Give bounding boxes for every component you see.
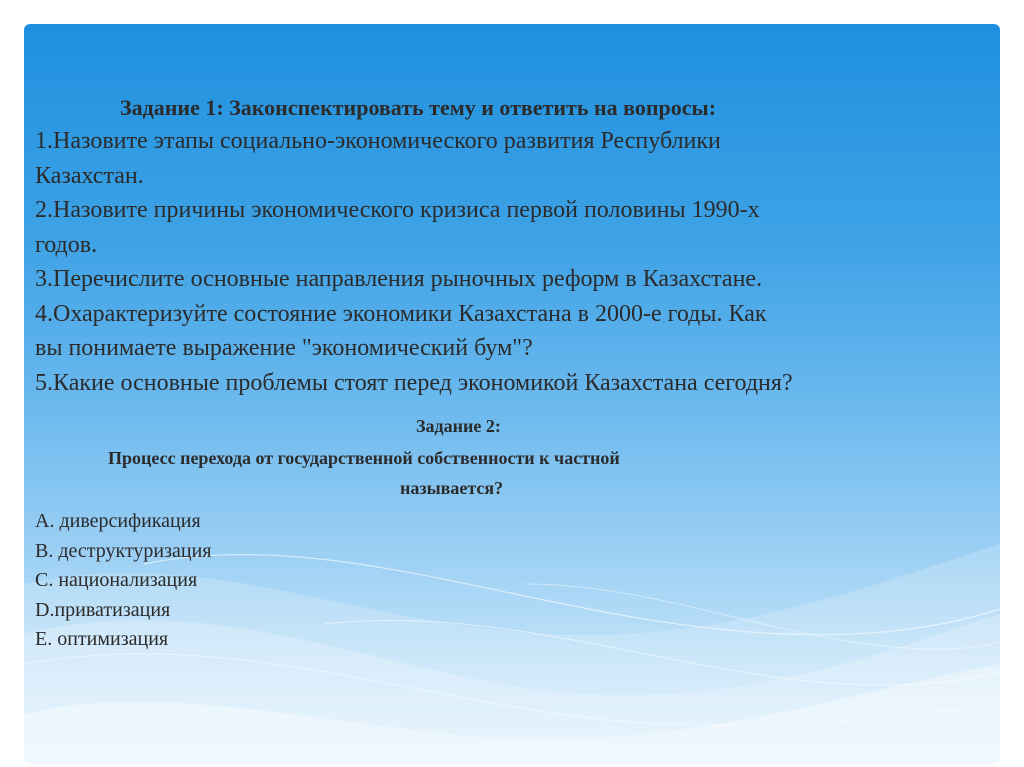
task1-question-line: 1.Назовите этапы социально-экономического развития Республики — [35, 128, 721, 154]
option-b: B. деструктуризация — [35, 539, 212, 562]
task2-title: Задание 2: — [416, 416, 501, 436]
option-c: C. национализация — [35, 569, 198, 591]
task1-question-line: 4.Охарактеризуйте состояние экономики Казахстана в 2000-е годы. Как — [35, 300, 767, 327]
task1-question-line: 5.Какие основные проблемы стоят перед экономикой Казахстана сегодня? — [35, 369, 793, 396]
slide-content — [24, 24, 1000, 764]
slide — [24, 24, 1000, 764]
option-a: A. диверсификация — [35, 510, 201, 532]
task1-question-line: годов. — [35, 231, 98, 258]
task1-title: Задание 1: Законспектировать тему и ответить на вопросы: — [120, 95, 717, 120]
option-d: D.приватизация — [35, 598, 171, 621]
task1-question-line: 3.Перечислите основные направления рыночных реформ в Казахстане. — [35, 266, 763, 292]
task1-question-list — [35, 124, 995, 400]
task2-question-continued: называется? — [400, 478, 504, 498]
option-e: E. оптимизация — [35, 628, 169, 650]
task1-question-line: вы понимаете выражение "экономический бум"? — [35, 335, 533, 361]
task2-question: Процесс перехода от государственной собственности к частной — [108, 448, 620, 468]
task1-question-line: 2.Назовите причины экономического кризиса первой половины 1990-х — [35, 197, 760, 223]
task1-question-line: Казахстан. — [35, 162, 144, 189]
task2-options — [35, 507, 212, 655]
